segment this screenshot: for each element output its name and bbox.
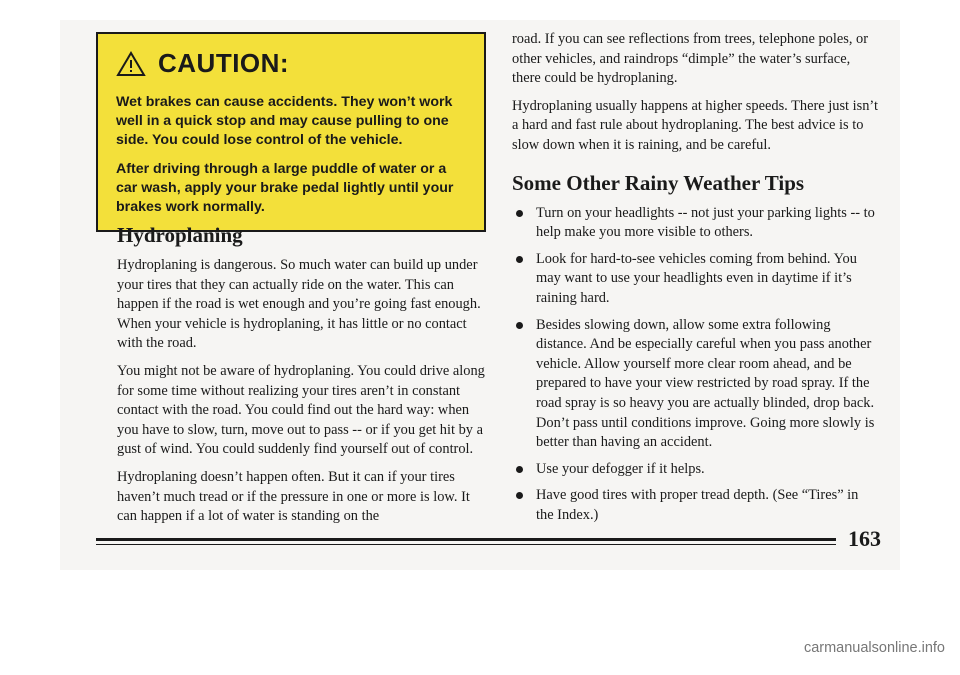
list-item-text: Besides slowing down, allow some extra following distance. And be especially careful when you pass another vehicle. Allow yourself more clear room ahead, and be prepared to have your view restricted by road spray. If the road spray is so heavy you are actually blinded, drop back. Don’t pass until conditions improve. Going more slowly is better than having an accident. [536,316,875,451]
caution-title: CAUTION: [158,48,290,78]
section-heading-hydroplaning: Hydroplaning [117,223,243,247]
list-item-text: Look for hard-to-see vehicles coming from behind. You may want to use your headlights even in daytime if it’s raining hard. [536,250,857,306]
footer-rule-thin [96,544,836,545]
caution-text: After driving through a large puddle of water or a car wash, apply your brake pedal lightly until your brakes work normally. [116,161,454,215]
bullet-icon [516,210,523,217]
bullet-icon [516,492,523,499]
body-paragraph: Hydroplaning is dangerous. So much water can build up under your tires that they can actually ride on the water. This can happen if the road is wet enough and you’re going fast enough. When your vehicle is hydroplaning, it has little or no contact with the road. [117,257,481,352]
page-number: 163 [848,526,881,551]
list-item [512,460,878,480]
body-paragraph: Hydroplaning usually happens at higher speeds. There just isn’t a hard and fast rule about hydroplaning. The best advice is to slow down when it is raining, and be careful. [512,97,878,153]
watermark-text: carmanualsonline.info [803,640,945,656]
list-item [512,204,878,243]
list-item-text: Use your defogger if it helps. [536,460,705,477]
list-item-text: Have good tires with proper tread depth. (See “Tires” in the Index.) [536,487,859,523]
bullet-icon [516,466,523,473]
list-item [512,316,878,453]
tips-list [512,204,878,526]
list-item-text: Turn on your headlights -- not just your parking lights -- to help make you more visible to others. [536,204,875,241]
bullet-icon [516,256,523,263]
list-item [512,486,878,525]
caution-text: Wet brakes can cause accidents. They won’t work well in a quick stop and may cause pulling to one side. You could lose control of the vehicle. [116,94,453,148]
warning-triangle-icon [116,51,146,77]
right-column [512,30,878,532]
section-heading-rainy-tips: Some Other Rainy Weather Tips [512,170,805,195]
list-item [512,250,878,309]
caution-box [96,32,486,232]
body-paragraph: Hydroplaning doesn’t happen often. But it can if your tires haven’t much tread or if the pressure in one or more is low. It can happen if a lot of water is standing on the [117,468,470,525]
left-column [117,222,487,535]
bullet-icon [516,322,523,329]
caution-header [116,48,468,79]
footer-rule [96,538,836,541]
body-paragraph: road. If you can see reflections from trees, telephone poles, or other vehicles, and raindrops “dimple” the water’s surface, there could be hydroplaning. [512,31,869,87]
body-paragraph: You might not be aware of hydroplaning. You could drive along for some time without realizing your tires aren’t in constant contact with the road. You could find out the hard way: when you have to slow, turn, move out to pass -- or if you get hit by a gust of wind. You could suddenly find yourself out of control. [117,362,485,458]
